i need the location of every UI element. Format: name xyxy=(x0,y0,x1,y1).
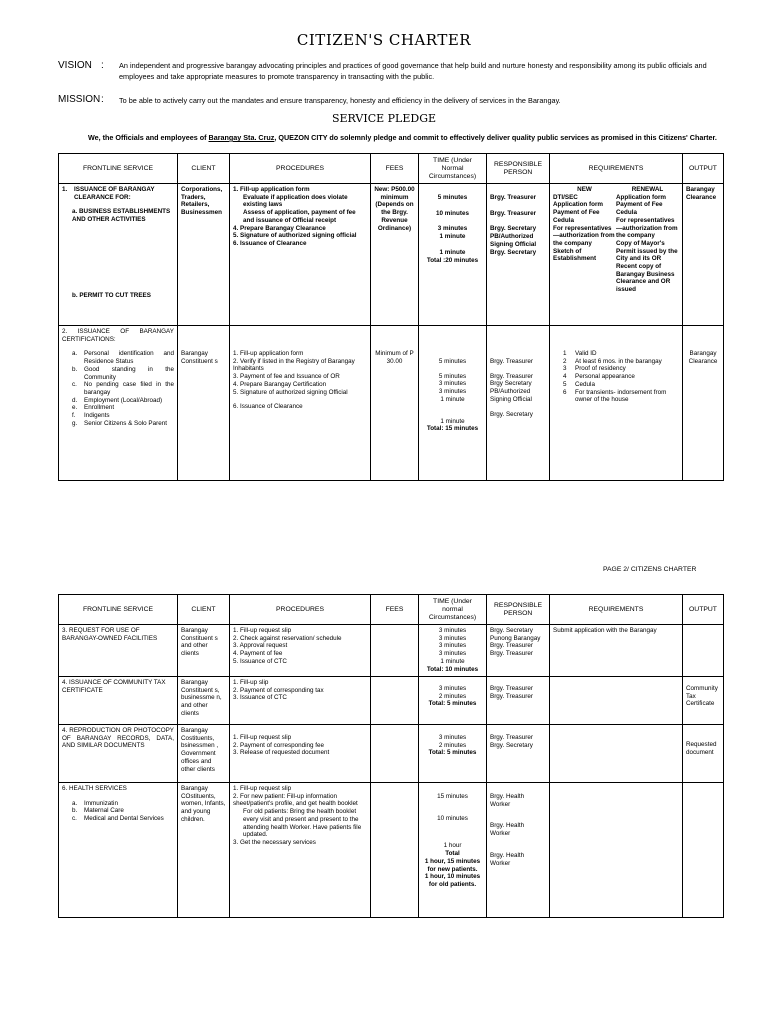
table-header-row xyxy=(59,595,724,625)
charter-table-page-2 xyxy=(58,594,724,918)
page-title: CITIZEN'S CHARTER xyxy=(296,31,472,49)
vision-text: An independent and progressive barangay advocating principles and practices of good governance that help build and nurture honesty and responsibility among its public officials and employees and take appropriate measures to promote transparency in transacting with the public. xyxy=(119,61,707,81)
responsible-cell: Brgy. Treasurer Brgy. Treasurer xyxy=(487,677,550,725)
client-cell: Corporations, Traders, Retailers, Businessmen xyxy=(178,184,230,326)
client-cell: Barangay Constituent s, businessme n, and other clients xyxy=(178,677,230,725)
client-cell: Barangay COstituents, women, Infants, and young children. xyxy=(178,783,230,918)
mission-colon: : xyxy=(101,94,104,105)
fees-cell xyxy=(371,783,419,918)
time-cell: 3 minutes 3 minutes 3 minutes 3 minutes 1 minute Total: 10 minutes xyxy=(419,625,487,677)
header-frontline-service: FRONTLINE SERVICE xyxy=(59,154,178,184)
service-pledge-text: We, the Officials and employees of Barangay Sta. Cruz, QUEZON CITY do solemnly pledge and commit to effectively deliver quality public services as promised in this Citizens' Charter. xyxy=(88,133,717,142)
table-row xyxy=(59,625,724,677)
header-responsible-person: RESPONSIBLE PERSON xyxy=(487,154,550,184)
mission-text: To be able to actively carry out the mandates and ensure transparency, honesty and efficiency in the delivery of services in the Barangay. xyxy=(119,96,561,105)
header-fees: FEES xyxy=(371,595,419,625)
time-cell: 3 minutes 2 minutes Total: 5 minutes xyxy=(419,677,487,725)
client-cell: Barangay Constituent s and other clients xyxy=(178,625,230,677)
time-cell: 5 minutes 10 minutes 3 minutes 1 minute 1 minute Total :20 minutes xyxy=(419,184,487,326)
requirements-cell xyxy=(550,783,683,918)
barangay-name: Barangay Sta. Cruz xyxy=(208,133,275,142)
fees-cell xyxy=(371,677,419,725)
responsible-cell: Brgy. Treasurer Brgy. Secretary xyxy=(487,725,550,783)
requirements-new: NEW DTI/SEC Application form Payment of Fee Cedula For representatives—authorization from the company Sketch of Establishment xyxy=(553,186,615,263)
procedures-cell: 1. Fill-up request slip 2. Payment of corresponding fee 3. Release of requested document xyxy=(230,725,371,783)
service-cell: 4. REPRODUCTION OR PHOTOCOPY OF BARANGAY RECORDS, DATA, AND SIMILAR DOCUMENTS xyxy=(59,725,178,783)
output-cell: Barangay Clearance xyxy=(683,326,724,481)
header-procedures: PROCEDURES xyxy=(230,154,371,184)
procedures-cell: 1. Fill-up request slip 2. For new patient: Fill-up information sheet/patient's profile, and get health booklet For old patients: Bring the health booklet every visit and present and present to the attending health Worker. Have patients file updated. 3. Get the necessary services xyxy=(230,783,371,918)
service-cell: 2. ISSUANCE OF BARANGAY CERTIFICATIONS: a. Personal identification and Residence Status b. Good standing in the Community c. No pending case filed in the barangay d. Employment (Local/Abroad) e. Enrollment f. Indigents g. Senior Citizens & Solo Parent xyxy=(59,326,178,481)
table-row xyxy=(59,783,724,918)
time-cell: 3 minutes 2 minutes Total: 5 minutes xyxy=(419,725,487,783)
requirements-cell xyxy=(550,184,683,326)
header-frontline-service: FRONTLINE SERVICE xyxy=(59,595,178,625)
service-cell: 6. HEALTH SERVICES a. Immunizatin b. Maternal Care c. Medical and Dental Services xyxy=(59,783,178,918)
header-client: CLIENT xyxy=(178,595,230,625)
fees-cell: New: P500.00 minimum (Depends on the Brgy. Revenue Ordinance) xyxy=(371,184,419,326)
requirements-cell: 1 Valid ID 2 At least 6 mos. in the barangay 3 Proof of residency 4 Personal appearance 5 Cedula 6 For transients- indorsement from owner of the house xyxy=(550,326,683,481)
requirements-cell: Submit application with the Barangay xyxy=(550,625,683,677)
page-2-label: PAGE 2/ CITIZENS CHARTER xyxy=(603,566,697,573)
output-cell xyxy=(683,625,724,677)
client-cell: Barangay Costituents, bsinessmen , Government offices and other clients xyxy=(178,725,230,783)
output-cell: Requested document xyxy=(683,725,724,783)
vision-label: VISION xyxy=(58,60,92,71)
responsible-cell: Brgy. Treasurer Brgy. Treasurer Brgy Secretary PB/Authorized Signing Official Brgy. Secretary xyxy=(487,326,550,481)
service-cell: 3. REQUEST FOR USE OF BARANGAY-OWNED FACILITIES xyxy=(59,625,178,677)
header-responsible-person: RESPONSIBLE PERSON xyxy=(487,595,550,625)
fees-cell xyxy=(371,625,419,677)
requirements-cell xyxy=(550,677,683,725)
table-row xyxy=(59,677,724,725)
table-row xyxy=(59,725,724,783)
procedures-cell: 1. Fill-up application form 2. Verify if listed in the Registry of Barangay Inhabitants 3. Payment of fee and Issuance of OR 4. Prepare Barangay Certification 5. Signature of authorized signing Official 6. Issuance of Clearance xyxy=(230,326,371,481)
procedures-cell: 1. Fill-up slip 2. Payment of corresponding tax 3. Issuance of CTC xyxy=(230,677,371,725)
output-cell xyxy=(683,783,724,918)
table-row xyxy=(59,326,724,481)
mission-label: MISSION xyxy=(58,94,101,105)
header-client: CLIENT xyxy=(178,154,230,184)
output-cell: Barangay Clearance xyxy=(683,184,724,326)
responsible-cell: Brgy. Health Worker Brgy. Health Worker Brgy. Health Worker xyxy=(487,783,550,918)
procedures-cell: 1. Fill-up request slip 2. Check against reservation/ schedule 3. Approval request 4. Payment of fee 5. Issuance of CTC xyxy=(230,625,371,677)
header-time: TIME (Under Normal Circumstances) xyxy=(419,154,487,184)
service-cell: 4. ISSUANCE OF COMMUNITY TAX CERTIFICATE xyxy=(59,677,178,725)
output-cell: Community Tax Certificate xyxy=(683,677,724,725)
time-cell: 15 minutes 10 minutes 1 hour Total 1 hour, 15 minutes for new patients. 1 hour, 10 minutes for old patients. xyxy=(419,783,487,918)
service-pledge-title: SERVICE PLEDGE xyxy=(331,112,437,125)
header-output: OUTPUT xyxy=(683,595,724,625)
header-output: OUTPUT xyxy=(683,154,724,184)
charter-table-page-1 xyxy=(58,153,724,481)
responsible-cell: Brgy. Treasurer Brgy. Treasurer Brgy. Secretary PB/Authorized Signing Official Brgy. Secretary xyxy=(487,184,550,326)
header-requirements: REQUIREMENTS xyxy=(550,595,683,625)
vision-colon: : xyxy=(101,60,104,71)
fees-cell xyxy=(371,725,419,783)
requirements-renewal: RENEWAL Application form Payment of Fee Cedula For representatives—authorization from the company Copy of Mayor's Permit issued by the City and its OR Recent copy of Barangay Business Clearance and OR issued xyxy=(616,186,678,294)
client-cell: Barangay Constituent s xyxy=(178,326,230,481)
header-requirements: REQUIREMENTS xyxy=(550,154,683,184)
table-header-row xyxy=(59,154,724,184)
fees-cell: Minimum of P 30.00 xyxy=(371,326,419,481)
header-time: TIME (Under normal Circumstances) xyxy=(419,595,487,625)
responsible-cell: Brgy. Secretary Punong Barangay Brgy. Treasurer Brgy. Treasurer xyxy=(487,625,550,677)
header-fees: FEES xyxy=(371,154,419,184)
time-cell: 5 minutes 5 minutes 3 minutes 3 minutes 1 minute 1 minute Total: 15 minutes xyxy=(419,326,487,481)
table-row xyxy=(59,184,724,326)
requirements-cell xyxy=(550,725,683,783)
procedures-cell: 1. Fill-up application form Evaluate if application does violate existing laws Assess of application, payment of fee and issuance of Official receipt 4. Prepare Barangay Clearance 5. Signature of authorized signing official 6. Issuance of Clearance xyxy=(230,184,371,326)
service-cell: 1. ISSUANCE OF BARANGAY CLEARANCE FOR: a. BUSINESS ESTABLISHMENTS AND OTHER ACTIVITIES b. PERMIT TO CUT TREES xyxy=(59,184,178,326)
header-procedures: PROCEDURES xyxy=(230,595,371,625)
